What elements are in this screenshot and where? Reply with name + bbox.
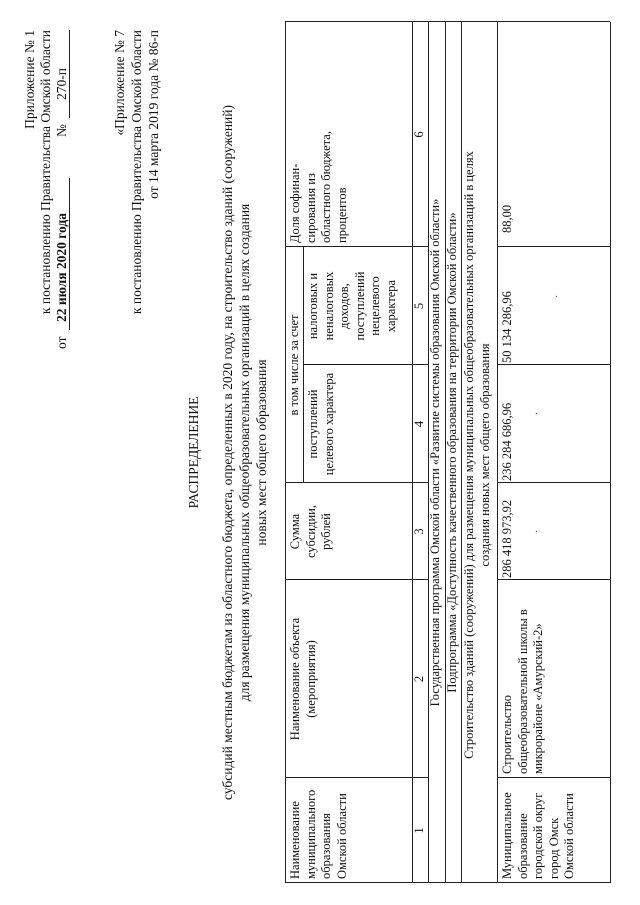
appendix1-title: Приложение № 1 <box>22 30 37 129</box>
appendix7-date: от 14 марта 2019 года № 86-п <box>146 30 161 199</box>
row-nontarget: 50 134 286,96 <box>500 291 514 363</box>
col-number-2: 2 <box>412 675 426 683</box>
row-share: 88,00 <box>500 204 514 233</box>
header-object: Наименование объекта (мероприятия) <box>288 617 318 741</box>
col-number-4: 4 <box>412 420 426 428</box>
col-number-5: 5 <box>412 302 426 310</box>
appendix1-num-sign: № <box>54 124 69 137</box>
doc-heading: РАСПРЕДЕЛЕНИЕ <box>186 396 201 509</box>
header-group: в том числе за счет <box>287 314 301 416</box>
row-municipality: Муниципальное образование городской округ город Омск Омской области <box>500 792 576 879</box>
doc-title-line1: субсидий местным бюджетам из областного бюджета, определенных в 2020 году, на строительство зданий (сооружений) <box>220 105 235 800</box>
appendix1-date: 22 июля 2020 года <box>54 213 69 322</box>
appendix1-number: 270-п <box>54 68 69 100</box>
section-activity: Строительство зданий (сооружений) для размещения муниципальных общеобразовательных организаций в целях создания новых мест общего образования <box>462 151 492 759</box>
header-nontarget: налоговых и неналоговых доходов, поступлений нецелевого характера <box>306 271 398 341</box>
header-sum: Сумма субсидии, рублей <box>288 505 333 558</box>
section-subprogram: Подпрограмма «Доступность качественного образования на территории Омской области» <box>445 212 459 693</box>
row-sum: 286 418 973,92 <box>500 499 514 578</box>
scan-mark: · <box>532 529 543 533</box>
col-number-6: 6 <box>412 131 426 138</box>
appendix1-decree: к постановлению Правительства Омской области <box>38 30 53 315</box>
doc-title-line3: новых мест общего образования <box>254 359 269 546</box>
col-number-3: 3 <box>412 528 426 535</box>
appendix7-decree: к постановлению Правительства Омской области <box>129 30 144 315</box>
appendix1-ot: от <box>54 336 69 349</box>
col-number-1: 1 <box>412 827 426 834</box>
scan-mark: · <box>532 411 543 415</box>
header-target: поступлений целевого характера <box>306 372 336 476</box>
row-object: Строительство общеобразовательной школы в микрорайоне «Амурский-2» <box>500 609 545 774</box>
appendix7-title: «Приложение № 7 <box>112 30 127 136</box>
section-program: Государственная программа Омской области «Развитие системы образования Омской области» <box>428 198 442 707</box>
doc-title-line2: для размещения муниципальных общеобразовательных организаций в целях создания <box>237 203 252 702</box>
row-target: 236 284 686,96 <box>500 402 514 481</box>
header-municipality: Наименование муниципального образования Омской области <box>288 789 349 879</box>
scan-mark: · <box>552 294 563 298</box>
header-share: Доля софинан-сирования из областного бюджета, процентов <box>288 131 349 243</box>
